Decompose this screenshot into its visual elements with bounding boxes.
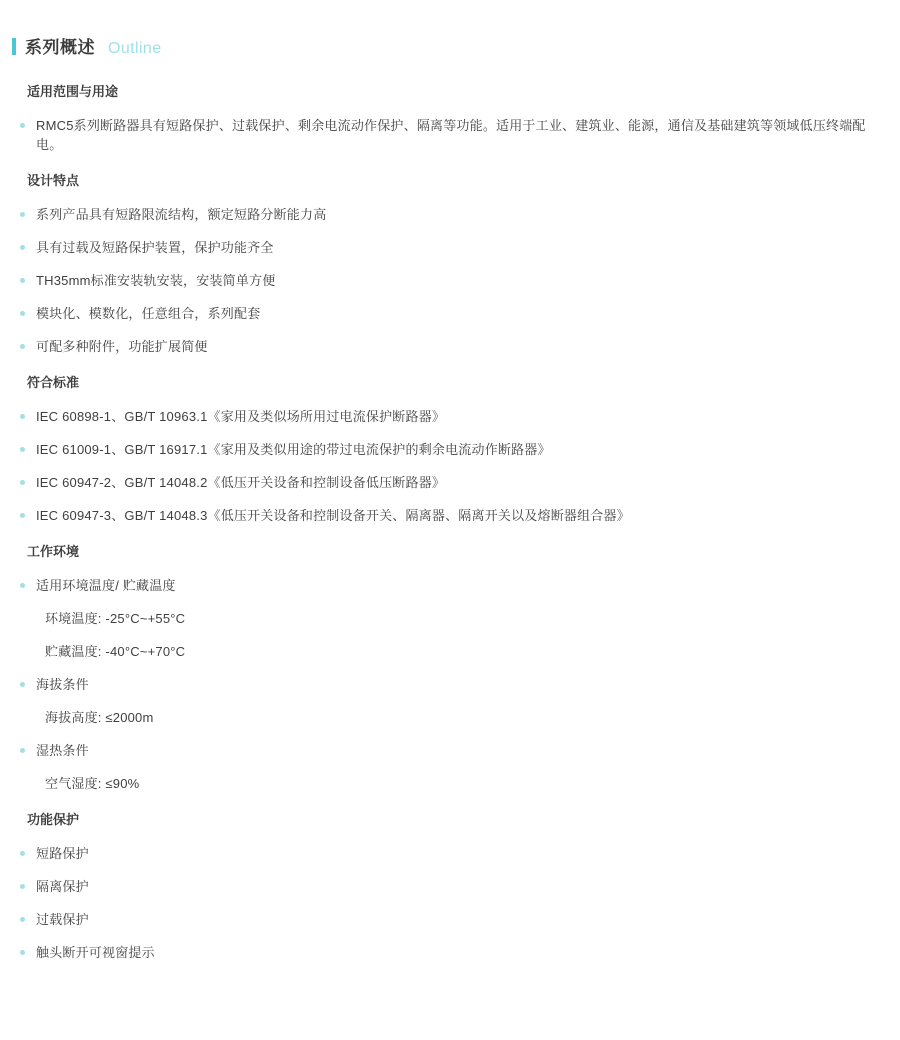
bullet-dot-icon xyxy=(20,414,25,419)
bullet-dot-icon xyxy=(20,748,25,753)
content-group xyxy=(18,356,882,525)
list-item-label: IEC 61009-1、GB/T 16917.1《家用及类似用途的带过电流保护的剩余电流动作断路器》 xyxy=(36,442,551,457)
list-item-label: 湿热条件 xyxy=(36,743,89,758)
sub-list-item-label: 贮藏温度: -40°C~+70°C xyxy=(45,644,186,659)
list-item-label: 模块化、模数化，任意组合，系列配套 xyxy=(36,306,261,321)
group-title: 适用范围与用途 xyxy=(27,84,119,99)
bullet-dot-icon xyxy=(20,851,25,856)
sub-list-item xyxy=(18,760,882,793)
group-title: 设计特点 xyxy=(27,173,80,188)
bullet-dot-icon xyxy=(20,480,25,485)
list-item xyxy=(18,727,882,760)
sub-list-item-label: 空气湿度: ≤90% xyxy=(45,776,140,791)
list-item xyxy=(18,929,882,962)
content-group xyxy=(18,793,882,962)
bullet-dot-icon xyxy=(20,447,25,452)
list-item xyxy=(18,863,882,896)
content-group xyxy=(18,525,882,793)
list-item-label: 触头断开可视窗提示 xyxy=(36,945,155,960)
bullet-dot-icon xyxy=(20,513,25,518)
bullet-dot-icon xyxy=(20,917,25,922)
content-group xyxy=(18,58,882,154)
group-title: 符合标准 xyxy=(27,375,80,390)
sub-list-item xyxy=(18,628,882,661)
list-item xyxy=(18,492,882,525)
list-item xyxy=(18,102,882,154)
list-item-label: 适用环境温度/ 贮藏温度 xyxy=(36,578,176,593)
list-item xyxy=(18,830,882,863)
bullet-dot-icon xyxy=(20,950,25,955)
sub-list-item xyxy=(18,595,882,628)
bullet-dot-icon xyxy=(20,884,25,889)
content-area xyxy=(0,58,900,962)
list-item-label: 隔离保护 xyxy=(36,879,89,894)
list-item xyxy=(18,426,882,459)
list-item-label: IEC 60898-1、GB/T 10963.1《家用及类似场所用过电流保护断路器》 xyxy=(36,409,446,424)
list-item xyxy=(18,191,882,224)
sub-list-item xyxy=(18,694,882,727)
list-item-label: 过载保护 xyxy=(36,912,89,927)
group-title: 功能保护 xyxy=(27,812,80,827)
list-item-label: TH35mm标准安装轨安装，安装简单方便 xyxy=(36,273,276,288)
list-item-label: 可配多种附件，功能扩展简便 xyxy=(36,339,208,354)
section-header xyxy=(0,0,900,58)
list-item-label: 具有过载及短路保护装置，保护功能齐全 xyxy=(36,240,274,255)
content-group xyxy=(18,154,882,356)
bullet-dot-icon xyxy=(20,583,25,588)
bullet-dot-icon xyxy=(20,123,25,128)
list-item-label: 系列产品具有短路限流结构，额定短路分断能力高 xyxy=(36,207,327,222)
list-item xyxy=(18,290,882,323)
group-title: 工作环境 xyxy=(27,544,80,559)
list-item xyxy=(18,562,882,595)
list-item xyxy=(18,459,882,492)
bullet-dot-icon xyxy=(20,344,25,349)
list-item xyxy=(18,224,882,257)
sub-list-item-label: 海拔高度: ≤2000m xyxy=(45,710,154,725)
accent-bar-icon xyxy=(12,38,16,55)
list-item xyxy=(18,896,882,929)
bullet-dot-icon xyxy=(20,278,25,283)
list-item xyxy=(18,257,882,290)
list-item xyxy=(18,661,882,694)
page-subtitle: Outline xyxy=(108,40,162,57)
list-item xyxy=(18,393,882,426)
list-item-label: IEC 60947-2、GB/T 14048.2《低压开关设备和控制设备低压断路器》 xyxy=(36,475,446,490)
bullet-dot-icon xyxy=(20,311,25,316)
bullet-dot-icon xyxy=(20,682,25,687)
list-item-label: RMC5系列断路器具有短路保护、过载保护、剩余电流动作保护、隔离等功能。适用于工业、建筑业、能源，通信及基础建筑等领域低压终端配电。 xyxy=(36,118,866,152)
list-item-label: IEC 60947-3、GB/T 14048.3《低压开关设备和控制设备开关、隔离器、隔离开关以及熔断器组合器》 xyxy=(36,508,630,523)
list-item-label: 短路保护 xyxy=(36,846,89,861)
bullet-dot-icon xyxy=(20,245,25,250)
page-title: 系列概述 xyxy=(25,38,95,57)
sub-list-item-label: 环境温度: -25°C~+55°C xyxy=(45,611,186,626)
bullet-dot-icon xyxy=(20,212,25,217)
list-item xyxy=(18,323,882,356)
list-item-label: 海拔条件 xyxy=(36,677,89,692)
